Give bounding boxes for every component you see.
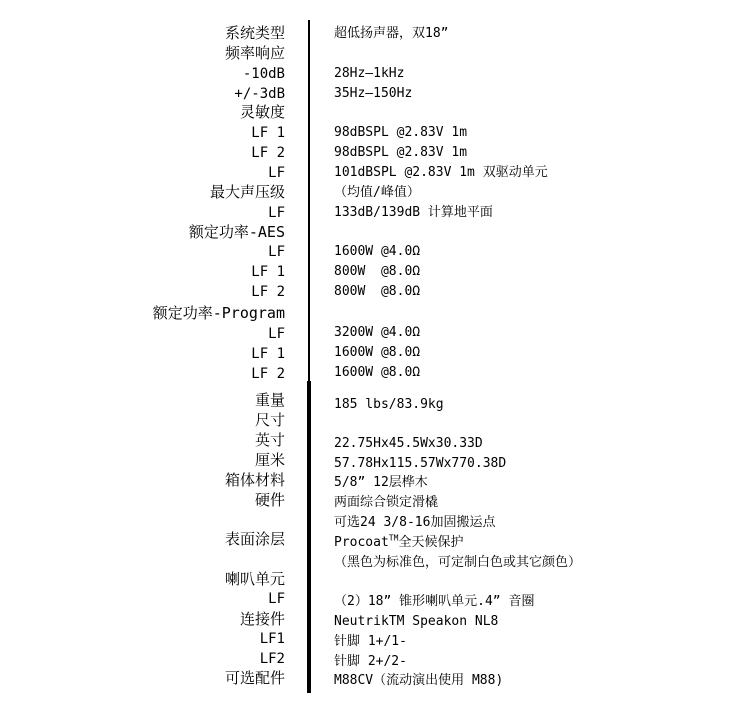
coating-value-2: （黑色为标准色，可定制白色或其它颜色） <box>334 555 582 570</box>
connector-value: NeutrikTM Speakon NL8 <box>334 614 499 629</box>
conn-lf1-label: LF1 <box>259 631 285 647</box>
aes-lf-value: 1600W @4.0Ω <box>334 244 421 259</box>
freq-response-label: 频率响应 <box>224 44 285 62</box>
driver-label: 喇叭单元 <box>224 570 285 588</box>
accessory-label: 可选配件 <box>224 669 285 687</box>
material-value: 5/8” 12层桦木 <box>334 475 428 490</box>
conn-lf1-value: 针脚 1+/1- <box>334 634 407 649</box>
prog-lf2-label: LF 2 <box>251 366 285 382</box>
freq-3db-value: 35Hz—150Hz <box>334 86 413 101</box>
freq-minus10-label: -10dB <box>242 66 285 82</box>
material-label: 箱体材料 <box>224 471 285 489</box>
max-spl-lf-value: 133dB/139dB 计算地平面 <box>334 205 493 220</box>
sens-lf1-label: LF 1 <box>251 125 285 141</box>
freq-minus10-value: 28Hz—1kHz <box>334 66 405 81</box>
dimensions-label: 尺寸 <box>254 411 285 429</box>
freq-3db-label: +/-3dB <box>234 86 285 102</box>
aes-lf1-value: 800W @8.0Ω <box>334 264 421 279</box>
weight-label: 重量 <box>254 391 285 409</box>
sensitivity-label: 灵敏度 <box>239 103 285 121</box>
cm-value: 57.78Hx115.57Wx770.38D <box>334 456 507 471</box>
prog-lf2-value: 1600W @8.0Ω <box>334 365 421 380</box>
aes-power-label: 额定功率-AES <box>188 223 285 241</box>
aes-lf2-value: 800W @8.0Ω <box>334 284 421 299</box>
hardware-label: 硬件 <box>254 491 285 509</box>
column-divider-thick <box>307 381 311 693</box>
coating-desc: 全天候保护 <box>398 535 464 550</box>
hardware-value-2: 可选24 3/8-16加固搬运点 <box>334 515 496 530</box>
sens-lf-label: LF <box>268 165 285 181</box>
program-power-label: 额定功率-Program <box>152 304 285 322</box>
coating-brand: Procoat <box>334 535 389 550</box>
prog-lf-value: 3200W @4.0Ω <box>334 325 421 340</box>
weight-value: 185 lbs/83.9kg <box>334 397 444 412</box>
sens-lf2-value: 98dBSPL @2.83V 1m <box>334 145 468 160</box>
system-type-label: 系统类型 <box>224 24 285 42</box>
prog-lf-label: LF <box>268 326 285 342</box>
prog-lf1-label: LF 1 <box>251 346 285 362</box>
coating-value-1 <box>334 534 463 552</box>
cm-label: 厘米 <box>254 451 285 469</box>
coating-label: 表面涂层 <box>224 530 285 548</box>
prog-lf1-value: 1600W @8.0Ω <box>334 345 421 360</box>
conn-lf2-label: LF2 <box>259 651 285 667</box>
aes-lf2-label: LF 2 <box>251 284 285 300</box>
sens-lf1-value: 98dBSPL @2.83V 1m <box>334 125 468 140</box>
system-type-value: 超低扬声器，双18” <box>334 26 449 41</box>
inch-value: 22.75Hx45.5Wx30.33D <box>334 436 483 451</box>
driver-lf-value: （2）18” 锥形喇叭单元.4” 音圈 <box>334 594 535 609</box>
max-spl-label: 最大声压级 <box>209 183 285 201</box>
aes-lf-label: LF <box>268 244 285 260</box>
sens-lf2-label: LF 2 <box>251 145 285 161</box>
column-divider-thin <box>308 20 310 381</box>
sens-lf-value: 101dBSPL @2.83V 1m 双驱动单元 <box>334 165 548 180</box>
aes-lf1-label: LF 1 <box>251 264 285 280</box>
max-spl-note: （均值/峰值） <box>334 185 420 200</box>
max-spl-lf-label: LF <box>268 205 285 221</box>
trademark-mark: TM <box>388 533 399 543</box>
hardware-value-1: 两面综合锁定滑橇 <box>334 495 439 510</box>
accessory-value: M88CV（流动演出使用 M88) <box>334 673 504 688</box>
connector-label: 连接件 <box>239 610 285 628</box>
inch-label: 英寸 <box>254 431 285 449</box>
driver-lf-label: LF <box>268 591 285 607</box>
conn-lf2-value: 针脚 2+/2- <box>334 654 407 669</box>
